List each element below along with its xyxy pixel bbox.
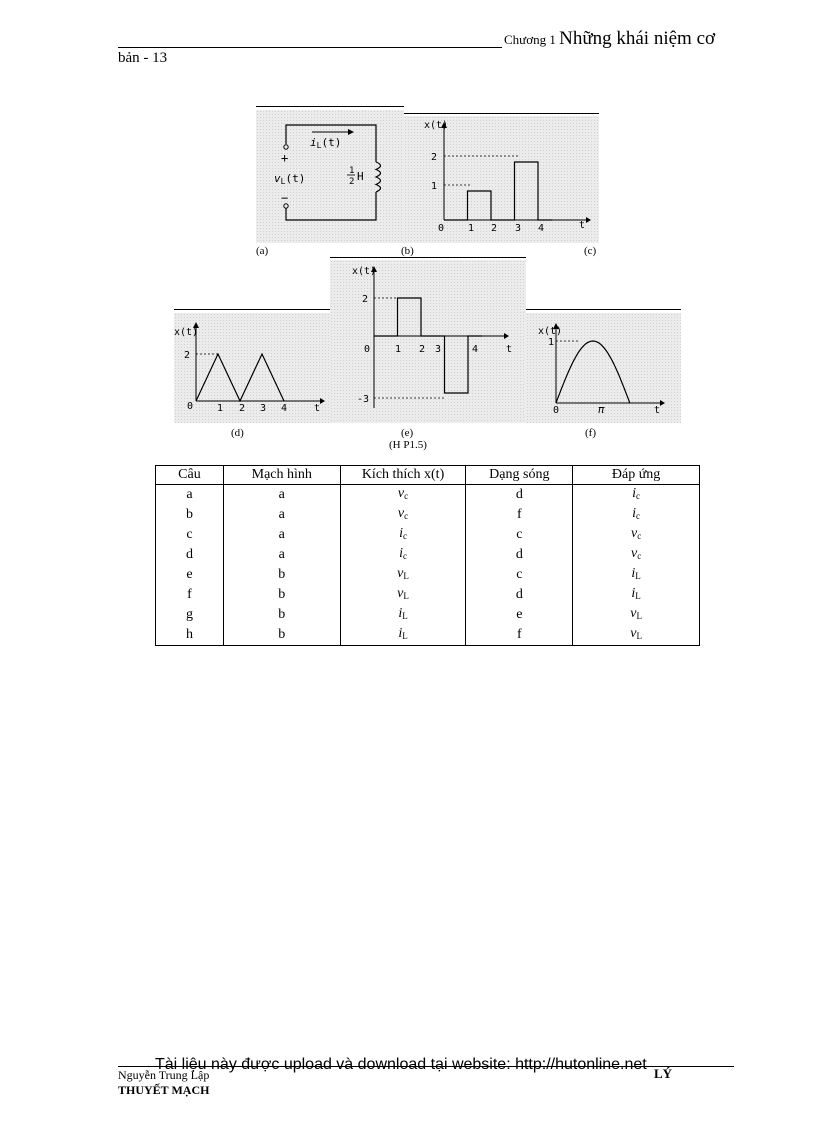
subject-title: THUYẾT MẠCH <box>118 1083 210 1097</box>
cell-cau: e <box>156 565 224 585</box>
col-header-mach-hinh: Mạch hình <box>223 466 340 485</box>
cell-kich-thich: $v_L$ <box>340 565 466 585</box>
table-row <box>156 525 700 545</box>
svg-text:2: 2 <box>362 294 369 305</box>
svg-text:x(t): x(t) <box>174 327 199 338</box>
chart-e <box>330 260 526 423</box>
cell-kich-thich: $i_c$ <box>340 545 466 565</box>
caption-d: (d) <box>231 427 244 439</box>
cell-dap-ung: $v_c$ <box>573 525 700 545</box>
svg-text:H: H <box>357 170 364 183</box>
svg-text:t: t <box>654 405 661 416</box>
caption-f: (f) <box>585 427 596 439</box>
panel-rule <box>330 257 526 258</box>
exercise-table <box>155 465 700 646</box>
svg-text:t: t <box>314 403 321 414</box>
svg-text:2: 2 <box>491 223 498 234</box>
cell-mach-hinh: b <box>223 625 340 646</box>
chart-d <box>174 313 330 423</box>
table-row <box>156 565 700 585</box>
author-name: Nguyễn Trung Lập <box>118 1068 210 1082</box>
cell-dang-song: f <box>466 505 573 525</box>
svg-text:0: 0 <box>438 223 445 234</box>
svg-text:x(t): x(t) <box>538 326 563 337</box>
caption-e: (e) <box>401 427 414 439</box>
cell-mach-hinh: b <box>223 605 340 625</box>
cell-dang-song: d <box>466 485 573 506</box>
waveform-line-c <box>444 162 552 220</box>
figure-caption: (H P1.5) <box>389 439 427 451</box>
table-row <box>156 505 700 525</box>
svg-text:x(t): x(t) <box>424 120 449 131</box>
cell-mach-hinh: a <box>223 525 340 545</box>
cell-mach-hinh: b <box>223 565 340 585</box>
panel-a-circuit <box>256 110 404 243</box>
svg-text:1: 1 <box>431 181 438 192</box>
svg-text:2: 2 <box>431 152 438 163</box>
cell-dang-song: f <box>466 625 573 646</box>
svg-text:0: 0 <box>187 401 194 412</box>
table-row <box>156 485 700 506</box>
table-header-row <box>156 466 700 485</box>
svg-text:3: 3 <box>260 403 267 414</box>
cell-dang-song: c <box>466 525 573 545</box>
cell-mach-hinh: a <box>223 505 340 525</box>
panel-rule <box>526 309 681 310</box>
svg-text:4: 4 <box>472 344 479 355</box>
cell-cau: d <box>156 545 224 565</box>
svg-text:π: π <box>598 403 605 416</box>
table-row <box>156 605 700 625</box>
svg-text:+: + <box>281 151 289 165</box>
circuit-diagram <box>256 110 404 243</box>
svg-text:x(t): x(t) <box>352 266 377 277</box>
waveform-line-d <box>196 354 284 401</box>
svg-text:1: 1 <box>468 223 475 234</box>
cell-dap-ung: $i_c$ <box>573 505 700 525</box>
chart-f <box>526 313 681 423</box>
cell-dang-song: d <box>466 545 573 565</box>
caption-c: (c) <box>584 245 597 257</box>
cell-mach-hinh: b <box>223 585 340 605</box>
panel-e-chart <box>330 260 526 423</box>
svg-text:-3: -3 <box>357 394 370 405</box>
table-body <box>156 485 700 646</box>
svg-text:−: − <box>281 191 289 205</box>
svg-text:4: 4 <box>281 403 288 414</box>
svg-text:iL(t): iL(t) <box>310 136 342 150</box>
col-header-dap-ung: Đáp ứng <box>573 466 700 485</box>
svg-text:1: 1 <box>349 166 355 176</box>
cell-kich-thich: $v_c$ <box>340 505 466 525</box>
cell-dap-ung: $v_c$ <box>573 545 700 565</box>
cell-dap-ung: $v_L$ <box>573 625 700 646</box>
chart-c <box>404 116 599 243</box>
cell-kich-thich: $i_L$ <box>340 605 466 625</box>
svg-text:vL(t): vL(t) <box>274 172 306 186</box>
svg-text:t: t <box>579 220 586 231</box>
svg-text:t: t <box>506 344 513 355</box>
svg-text:2: 2 <box>184 350 191 361</box>
waveform-line-e <box>374 298 482 393</box>
cell-kich-thich: $v_L$ <box>340 585 466 605</box>
cell-mach-hinh: a <box>223 545 340 565</box>
svg-text:0: 0 <box>553 405 560 416</box>
svg-text:2: 2 <box>239 403 246 414</box>
cell-mach-hinh: a <box>223 485 340 506</box>
panel-rule <box>174 309 330 310</box>
svg-text:2: 2 <box>349 177 355 187</box>
svg-text:1: 1 <box>395 344 402 355</box>
cell-dap-ung: $i_L$ <box>573 585 700 605</box>
chapter-heading: Chương 1 Những khái niệm cơ <box>504 28 716 49</box>
panel-rule <box>404 113 599 114</box>
svg-text:1: 1 <box>217 403 224 414</box>
cell-dang-song: c <box>466 565 573 585</box>
cell-dang-song: d <box>466 585 573 605</box>
footer-right-label: LÝ <box>654 1066 673 1081</box>
col-header-dang-song: Dạng sóng <box>466 466 573 485</box>
cell-dap-ung: $i_L$ <box>573 565 700 585</box>
cell-cau: b <box>156 505 224 525</box>
panel-f-chart <box>526 313 681 423</box>
cell-dang-song: e <box>466 605 573 625</box>
page-reference: bản - 13 <box>118 50 168 66</box>
cell-cau: g <box>156 605 224 625</box>
cell-cau: a <box>156 485 224 506</box>
cell-kich-thich: $i_c$ <box>340 525 466 545</box>
col-header-kich-thich: Kích thích x(t) <box>340 466 466 485</box>
waveform-line-f <box>556 341 630 403</box>
website-note: Tài liệu này được upload và download tại website: http://hutonline.net <box>155 1056 647 1073</box>
panel-d-chart <box>174 313 330 423</box>
svg-text:1: 1 <box>548 337 555 348</box>
cell-cau: c <box>156 525 224 545</box>
cell-dap-ung: $i_c$ <box>573 485 700 506</box>
col-header-cau: Câu <box>156 466 224 485</box>
svg-text:3: 3 <box>515 223 522 234</box>
svg-text:0: 0 <box>364 344 371 355</box>
cell-cau: f <box>156 585 224 605</box>
header-rule <box>118 47 502 48</box>
svg-text:2: 2 <box>419 344 426 355</box>
panel-c-chart <box>404 116 599 243</box>
table-row <box>156 585 700 605</box>
table-row <box>156 625 700 646</box>
cell-dap-ung: $v_L$ <box>573 605 700 625</box>
svg-text:4: 4 <box>538 223 545 234</box>
table-row <box>156 545 700 565</box>
caption-b: (b) <box>401 245 414 257</box>
caption-a: (a) <box>256 245 269 257</box>
cell-cau: h <box>156 625 224 646</box>
panel-rule <box>256 106 404 107</box>
cell-kich-thich: $v_c$ <box>340 485 466 506</box>
svg-text:3: 3 <box>435 344 442 355</box>
cell-kich-thich: $i_L$ <box>340 625 466 646</box>
